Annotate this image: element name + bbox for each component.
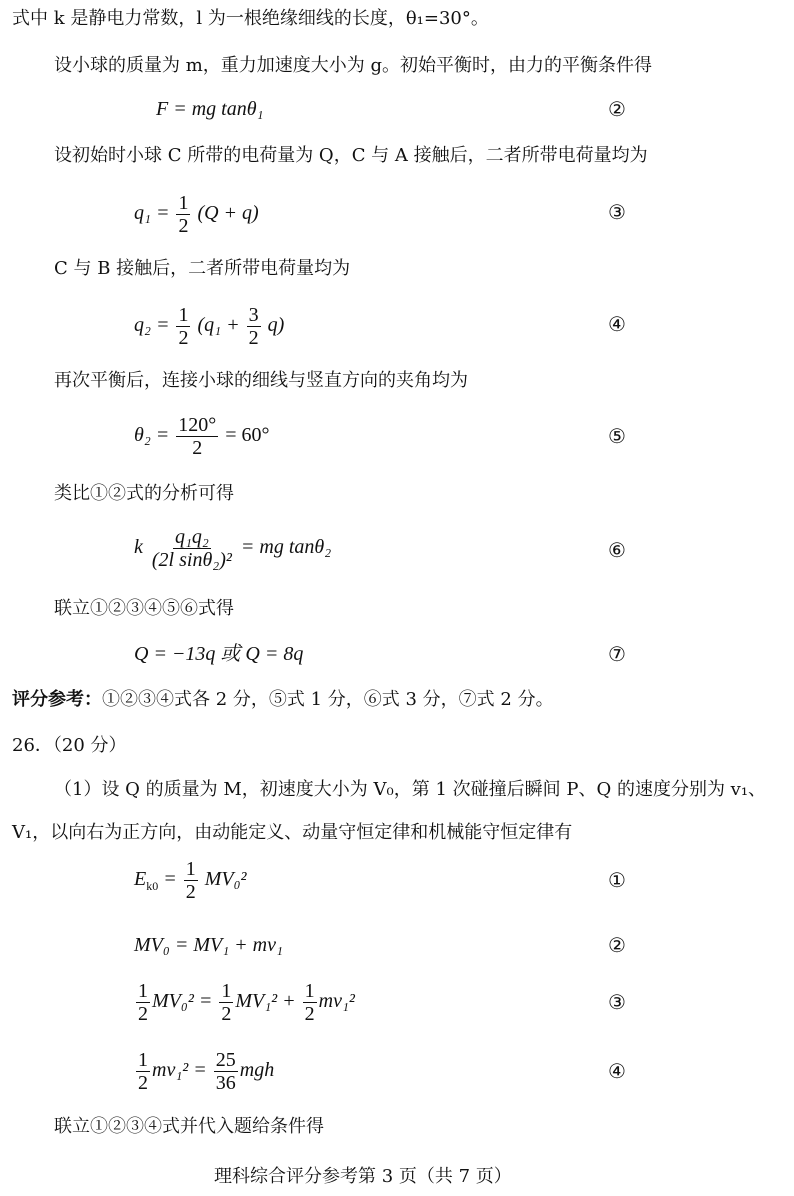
f3-part1: MV₀² =	[152, 990, 213, 1013]
scoring-label: 评分参考：	[12, 689, 102, 710]
eq5-num: 120°	[178, 414, 217, 436]
eq5-den: 2	[192, 437, 203, 459]
f3-den2: 2	[221, 1003, 232, 1025]
f4-fraction-2	[214, 1049, 238, 1094]
equation-number-f2: ②	[608, 933, 626, 957]
scoring-note	[12, 687, 554, 713]
eq6-rhs: = mg tanθ₂	[240, 536, 332, 559]
eq3-den: 2	[178, 215, 189, 237]
equation-number-2: ②	[608, 97, 626, 121]
eq6-k: k	[134, 536, 143, 559]
f3-fraction-2	[219, 980, 233, 1025]
equation-f1	[134, 858, 247, 903]
equation-4	[134, 304, 284, 349]
text-line-7: 联立①②③④⑤⑥式得	[54, 598, 234, 619]
text-line-11: V₁，以向右为正方向，由动能定义、动量守恒定律和机械能守恒定律有	[12, 822, 573, 843]
eq5-fraction	[176, 414, 218, 459]
eq5-lhs: θ₂ =	[134, 424, 170, 447]
text-line-4: C 与 B 接触后，二者所带电荷量均为	[54, 258, 351, 279]
equation-number-f4: ④	[608, 1059, 626, 1083]
f1-E: E	[134, 868, 147, 891]
f4-den2: 36	[215, 1072, 236, 1094]
f4-part2: mgh	[239, 1059, 275, 1082]
f1-den: 2	[185, 881, 196, 903]
equation-f2: MV₀ = MV₁ + mv₁	[134, 934, 283, 956]
equation-number-7: ⑦	[608, 642, 626, 666]
f3-part3: mv₁²	[318, 990, 355, 1013]
f3-num3: 1	[304, 980, 315, 1002]
eq5-rhs: = 60°	[225, 424, 270, 447]
eq4-fraction-1	[176, 304, 190, 349]
eq6-den: (2l sinθ₂)²	[151, 549, 232, 571]
text-line-6: 类比①②式的分析可得	[54, 483, 234, 504]
f3-num2: 1	[221, 980, 232, 1002]
eq3-num: 1	[178, 192, 189, 214]
f3-den1: 2	[138, 1003, 148, 1025]
equation-number-f1: ①	[608, 868, 626, 892]
f1-num: 1	[185, 858, 196, 880]
text-line-10: （1）设 Q 的质量为 M，初速度大小为 V₀，第 1 次碰撞后瞬间 P、Q 的速度分别为 v₁、	[54, 779, 767, 800]
f3-num1: 1	[138, 980, 148, 1002]
text-line-1: 式中 k 是静电力常数，l 为一根绝缘细线的长度，θ₁=30°。	[12, 8, 489, 29]
eq4-mid: (q₁ +	[197, 314, 240, 337]
eq4-fraction-2	[247, 304, 261, 349]
f4-den1: 2	[138, 1072, 148, 1094]
f1-rhs: MV₀²	[204, 868, 247, 891]
eq4-num1: 1	[178, 304, 189, 326]
f1-sub: k0	[146, 879, 159, 894]
eq6-fraction	[150, 526, 234, 571]
equation-2: F = mg tanθ₁	[156, 98, 264, 120]
f3-fraction-1	[136, 980, 150, 1025]
text-line-3: 设初始时小球 C 所带的电荷量为 Q，C 与 A 接触后，二者所带电荷量均为	[54, 145, 648, 166]
f4-fraction-1	[136, 1049, 150, 1094]
eq4-den1: 2	[178, 327, 189, 349]
equation-f3	[134, 980, 355, 1025]
equation-number-5: ⑤	[608, 424, 626, 448]
eq4-den2: 2	[248, 327, 259, 349]
equation-number-3: ③	[608, 200, 626, 224]
eq4-rhs: q)	[267, 314, 285, 337]
eq4-num2: 3	[248, 304, 259, 326]
page-footer: 理科综合评分参考第 3 页（共 7 页）	[214, 1166, 512, 1187]
equation-number-6: ⑥	[608, 538, 626, 562]
f3-part2: MV₁² +	[235, 990, 296, 1013]
equation-6	[134, 526, 331, 571]
eq4-lhs: q₂ =	[134, 314, 170, 337]
scoring-text: ①②③④式各 2 分，⑤式 1 分，⑥式 3 分，⑦式 2 分。	[102, 689, 554, 710]
question-heading: 26．（20 分）	[12, 735, 127, 756]
text-line-5: 再次平衡后，连接小球的细线与竖直方向的夹角均为	[54, 370, 468, 391]
f1-fraction	[184, 858, 198, 903]
equation-3	[134, 192, 259, 237]
f4-part1: mv₁² =	[152, 1059, 207, 1082]
text-line-12: 联立①②③④式并代入题给条件得	[54, 1116, 324, 1137]
equation-number-4: ④	[608, 312, 626, 336]
f3-fraction-3	[303, 980, 317, 1025]
text-line-2: 设小球的质量为 m，重力加速度大小为 g。初始平衡时，由力的平衡条件得	[54, 55, 653, 76]
f1-eq: =	[158, 868, 177, 891]
eq3-fraction	[176, 192, 190, 237]
equation-f4	[134, 1049, 274, 1094]
f4-num2: 25	[215, 1049, 236, 1071]
equation-7: Q = −13q 或 Q = 8q	[134, 643, 304, 665]
equation-5	[134, 414, 270, 459]
eq3-rhs: (Q + q)	[197, 202, 259, 225]
f4-num1: 1	[138, 1049, 148, 1071]
f3-den3: 2	[304, 1003, 315, 1025]
equation-number-f3: ③	[608, 990, 626, 1014]
eq6-num: q₁q₂	[174, 526, 209, 548]
eq3-lhs: q₁ =	[134, 202, 170, 225]
